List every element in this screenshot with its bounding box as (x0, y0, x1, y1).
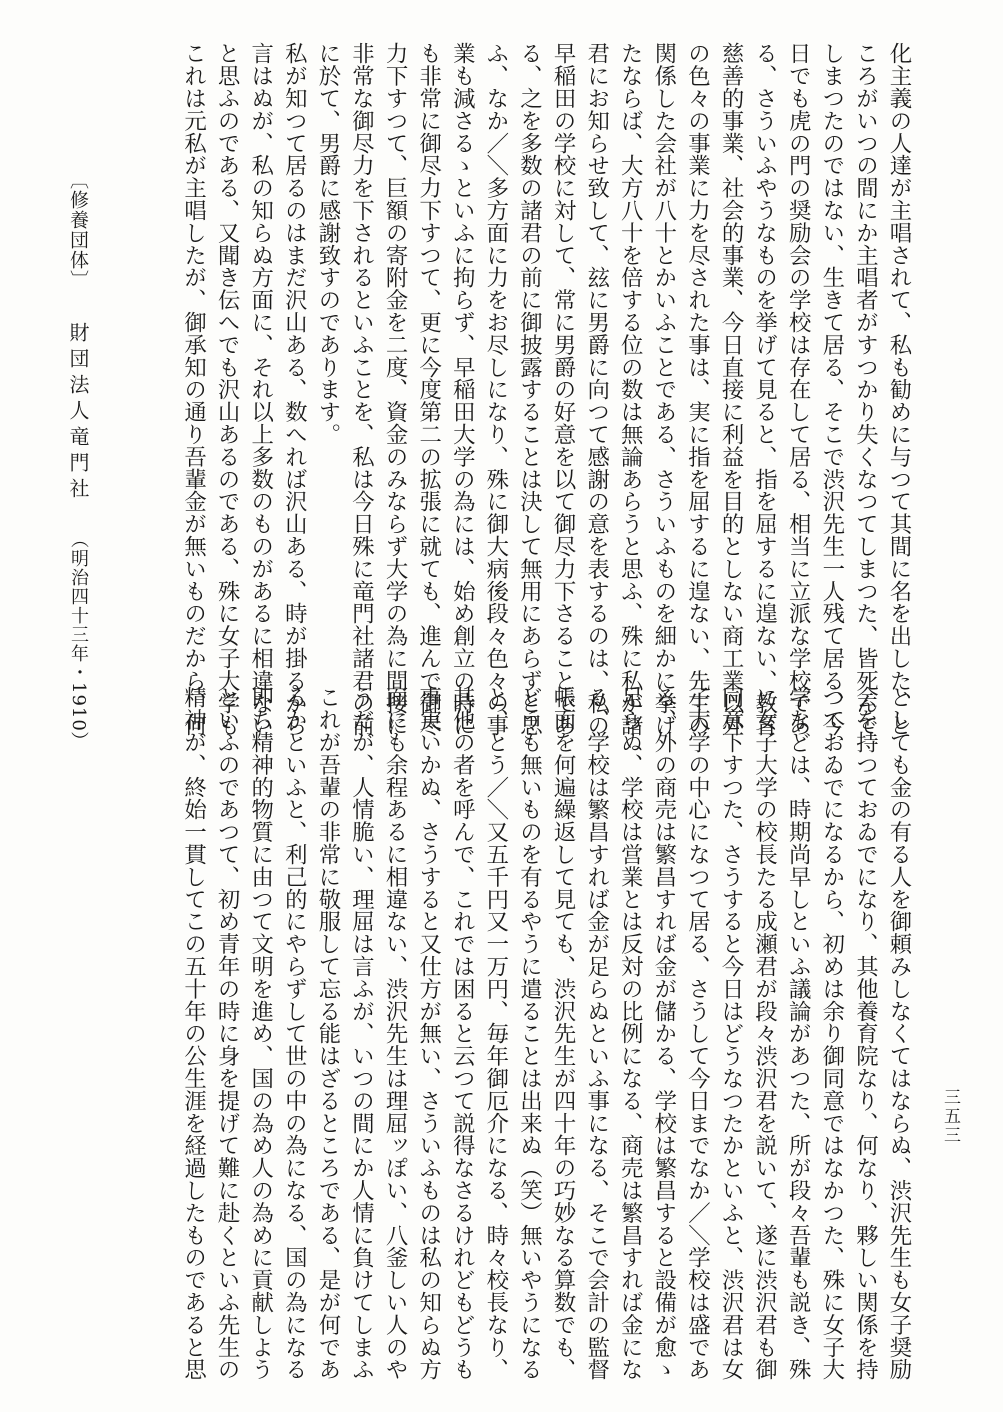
text-line: つておゐでになるから、初めは余り御同意ではなかつた、殊に女子大 (818, 686, 845, 1381)
text-line: も非常に御尽力下すつて、更に今度第二の拡張に就ても、進んで御尽 (415, 42, 442, 737)
text-line: 其他の者を呼んで、これでは困ると云つて説得なさるけれどもどうも (449, 686, 476, 1381)
text-line: しまつたのではない、生きて居る、そこで渋沢先生一人残て居る、今 (818, 42, 845, 737)
text-line: 関係した会社が八十とかいふことである、さういふものを細かに挙げ (650, 42, 677, 737)
text-line: と思ふのである、又聞き伝へでも沢山あるのである、殊に女子大学も (214, 42, 241, 737)
text-line: 精神が、終始一貫してこの五十年の公生涯を経過したものであると思 (180, 686, 207, 1381)
text-line: 早稲田の学校に対して、常に男爵の好意を以て御尽力下さることであ (550, 42, 577, 737)
text-line: 業も減さるゝといふに拘らず、早稲田大学の為には、始め創立の時に (449, 42, 476, 737)
text-line: 言はぬが、私の知らぬ方面に、それ以上多数のものがあるに相違ない (247, 42, 274, 737)
text-line: といふのであつて、初め青年の時に身を提げて難に赴くといふ先生の (214, 686, 241, 1381)
text-line: 事実いかぬ、さうすると又仕方が無い、さういふものは私の知らぬ方 (415, 686, 442, 1381)
lower-text-block (176, 686, 915, 1380)
text-line: これが吾輩の非常に敬服して忘る能はざるところである、是が何であ (314, 686, 341, 1381)
text-line: 同意下すつた、さうすると今日はどうなつたかといふと、渋沢君は女 (718, 686, 745, 1381)
text-line: ころがいつの間にか主唱者がすつかり失くなつてしまつた、皆死んで (852, 42, 879, 737)
text-line: る、さういふやうなものを挙げて見ると、指を屈するに遑ない、教育 (751, 42, 778, 737)
text-line: 足らぬ、学校は営業とは反対の比例になる、商売は繁昌すれば金にな (617, 686, 644, 1381)
text-line: ふ、なか／＼多方面に力をお尽しになり、殊に御大病後段々色々の事 (482, 42, 509, 737)
text-line: 日でも虎の門の奨励会の学校は存在して居る、相当に立派な学校であ (785, 42, 812, 737)
text-line: る、学校は繁昌すれば金が足らぬといふ事になる、そこで会計の監督 (583, 686, 610, 1381)
footer-organization: 財団法人竜門社 (66, 322, 90, 504)
text-line: うだが、人情脆い、理屈は言ふが、いつの間にか人情に負けてしまふ (348, 686, 375, 1381)
text-line: に女子大学の校長たる成瀬君が段々渋沢君を説いて、遂に渋沢君も御 (751, 686, 778, 1381)
text-line: 君にお知らせ致して、玆に男爵に向つて感謝の意を表するのは、私の (583, 42, 610, 737)
running-footer (64, 170, 93, 751)
text-line: 力下すつて、巨額の寄附金を二度、資金のみならず大学の為に間接に (382, 42, 409, 737)
text-line: 子大学の中心になつて居る、さうして今日までなか／＼学校は盛であ (684, 686, 711, 1381)
text-line: の色々の事業に力を尽された事は、実に指を屈するに遑ない、先生の (684, 42, 711, 737)
text-line: としても金の有る人を御頼みしなくてはならぬ、渋沢先生も女子奨励 (886, 686, 912, 1381)
footer-year: （明治四十三年・1910） (68, 530, 89, 751)
text-line: と、とう／＼又五千円又一万円、毎年御厄介になる、時々校長なり、 (482, 686, 509, 1381)
text-line: 非常な御尽力を下されるといふことを、私は今日殊に竜門社諸君の前 (348, 42, 375, 737)
footer-category: 〔修養団体〕 (67, 170, 89, 290)
text-line: たならば、大方八十を倍する位の数は無論あらうと思ふ、殊に私が諸 (617, 42, 644, 737)
text-line: 学などは、時期尚早しといふ議論があつた、所が段々吾輩も説き、殊 (785, 686, 812, 1381)
text-line: 帳面を何遍繰返して見ても、渋沢先生が四十年の巧妙なる算数でも、 (550, 686, 577, 1381)
text-line: 即ち精神的物質に由つて文明を進め、国の為め人の為めに貢献しよう (247, 686, 274, 1381)
text-line: 慈善的事業、社会的事業、今日直接に利益を目的としない商工業以外 (718, 42, 745, 737)
text-line: るかといふと、利己的にやらずして世の中の為になる、国の為になる (281, 686, 308, 1381)
text-line: 化主義の人達が主唱されて、私も勧めに与つて其間に名を出した、と (886, 42, 912, 737)
text-line: 私が知つて居るのはまだ沢山ある、数へれば沢山ある、時が掛るから (281, 42, 308, 737)
text-line: る、外の商売は繁昌すれば金が儲かる、学校は繁昌すると設備が愈ゝ (650, 686, 677, 1381)
text-line: これは元私が主唱したが、御承知の通り吾輩金が無いものだから、何 (180, 42, 207, 737)
text-line: 会を持つておゐでになり、其他養育院なり、何なり、夥しい関係を持 (852, 686, 879, 1381)
text-line: に於て、男爵に感謝致すのであります。 (314, 42, 341, 446)
text-line: る、之を多数の諸君の前に御披露することは決して無用にあらずと思 (516, 42, 543, 737)
upper-text-block (176, 42, 915, 736)
page-number: 三五三 (940, 1088, 960, 1145)
text-line: 面にも余程あるに相違ない、渋沢先生は理屈ッぽい、八釜しい人のや (382, 686, 409, 1381)
text-line: どうも無いものを有るやうに遣ることは出来ぬ（笑）無いやうになる (516, 686, 543, 1381)
